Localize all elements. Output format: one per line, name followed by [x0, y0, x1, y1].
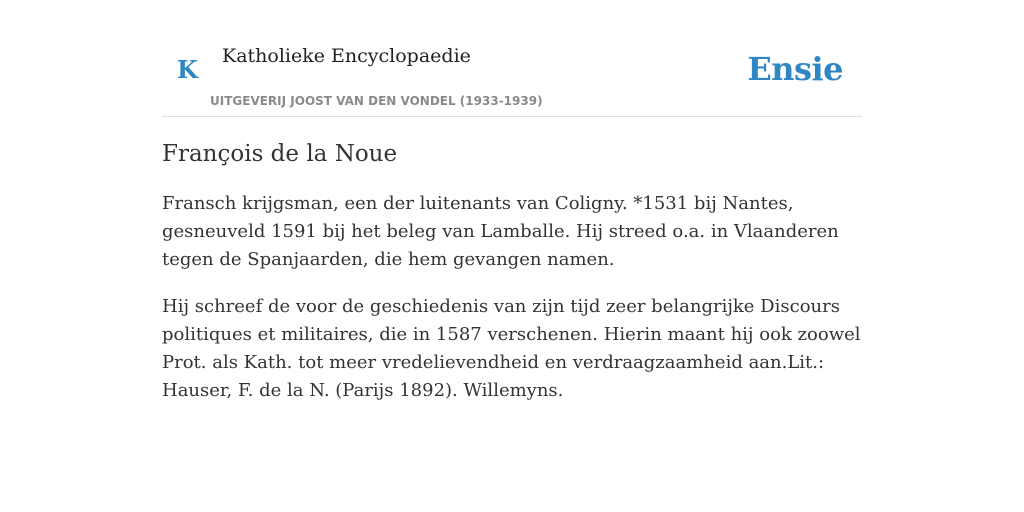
article-paragraph: Hij schreef de voor de geschiedenis van zijn tijd zeer belangrijke Discours politiques et militaires, die in 1587 verschenen. Hierin maant hij ook zoowel Prot. als Kath. tot meer vredelievendheid en verdraagzaamheid aan.Lit.: Hauser, F. de la N. (Parijs 1892). Willemyns. — [162, 296, 861, 401]
encyclopedia-logo[interactable]: K — [177, 55, 198, 84]
site-header — [162, 0, 862, 117]
article-title: François de la Noue — [162, 141, 398, 167]
article-paragraph: Fransch krijgsman, een der luitenants van Coligny. *1531 bij Nantes, gesneuveld 1591 bij het beleg van Lamballe. Hij streed o.a. in Vlaanderen tegen de Spanjaarden, die hem gevangen namen. — [162, 193, 839, 270]
publisher-subtitle: UITGEVERIJ JOOST VAN DEN VONDEL (1933-1939) — [210, 94, 543, 108]
site-title[interactable]: Katholieke Encyclopaedie — [222, 45, 471, 67]
ensie-logo[interactable]: Ensie — [747, 50, 843, 88]
article — [162, 138, 862, 424]
